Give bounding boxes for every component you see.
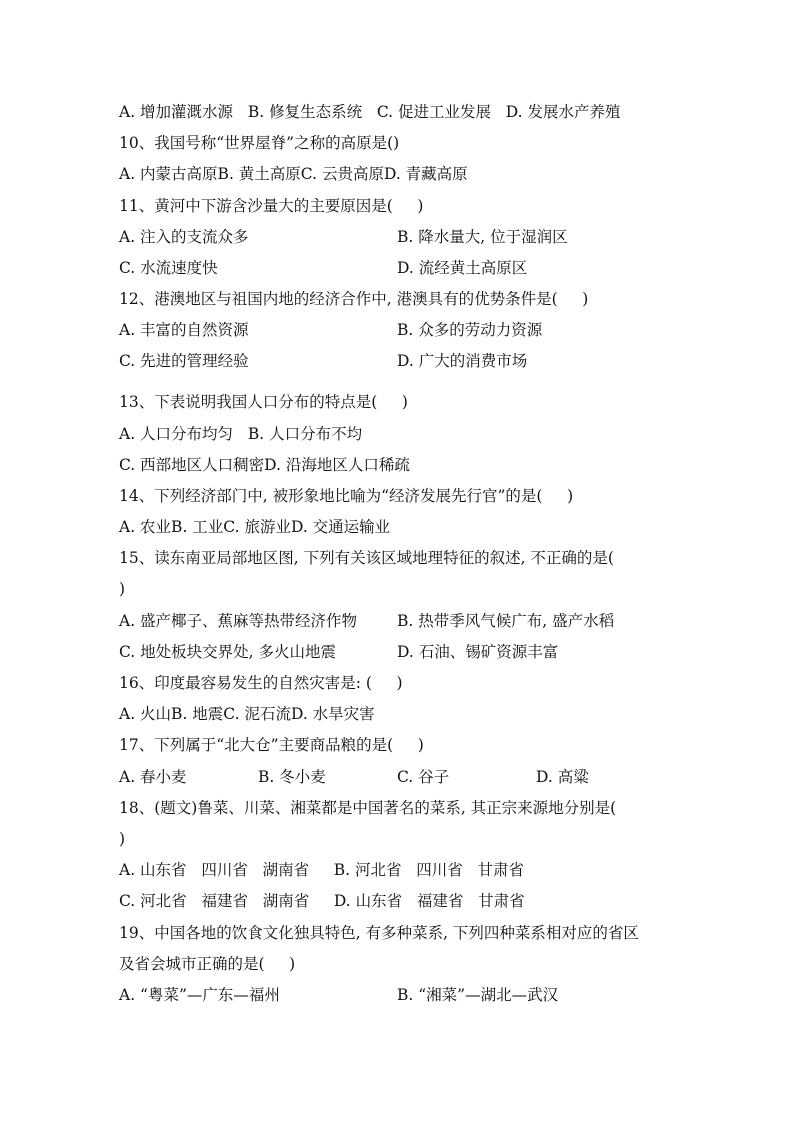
q14-stem: 14、下列经济部门中, 被形象地比喻为“经济发展先行官”的是( ) bbox=[119, 487, 574, 505]
q11-option-b: B. 降水量大, 位于湿润区 bbox=[397, 228, 568, 246]
q17-option-c: C. 谷子 bbox=[397, 768, 450, 786]
q18-stem-cont: ) bbox=[119, 830, 126, 848]
q13-stem: 13、下表说明我国人口分布的特点是( ) bbox=[119, 393, 408, 411]
q19-option-a: A. “粤菜”—广东—福州 bbox=[119, 986, 280, 1004]
q18-options-cd: C. 河北省 福建省 湖南省 D. 山东省 福建省 甘肃省 bbox=[119, 892, 525, 910]
q19-option-b: B. “湘菜”—湖北—武汉 bbox=[397, 986, 559, 1004]
q13-options-ab: A. 人口分布均匀 B. 人口分布不均 bbox=[119, 425, 363, 443]
q15-option-d: D. 石油、锡矿资源丰富 bbox=[397, 643, 559, 661]
q14-options: A. 农业B. 工业C. 旅游业D. 交通运输业 bbox=[119, 518, 391, 536]
q15-stem: 15、读东南亚局部地区图, 下列有关该区域地理特征的叙述, 不正确的是( bbox=[119, 549, 614, 567]
q16-stem: 16、印度最容易发生的自然灾害是: ( ) bbox=[119, 674, 403, 692]
q18-options-ab: A. 山东省 四川省 湖南省 B. 河北省 四川省 甘肃省 bbox=[119, 861, 525, 879]
q15-option-b: B. 热带季风气候广布, 盛产水稻 bbox=[397, 612, 615, 630]
q16-options: A. 火山B. 地震C. 泥石流D. 水旱灾害 bbox=[119, 705, 375, 723]
q9-options: A. 增加灌溉水源 B. 修复生态系统 C. 促进工业发展 D. 发展水产养殖 bbox=[119, 103, 621, 121]
q15-option-a: A. 盛产椰子、蕉麻等热带经济作物 bbox=[119, 612, 358, 630]
q11-option-a: A. 注入的支流众多 bbox=[119, 228, 249, 246]
q13-options-cd: C. 西部地区人口稠密D. 沿海地区人口稀疏 bbox=[119, 456, 410, 474]
q19-stem-cont: 及省会城市正确的是( ) bbox=[119, 955, 296, 973]
q17-stem: 17、下列属于“北大仓”主要商品粮的是( ) bbox=[119, 736, 424, 754]
q11-option-d: D. 流经黄土高原区 bbox=[397, 259, 528, 277]
q12-option-a: A. 丰富的自然资源 bbox=[119, 321, 249, 339]
q11-stem: 11、黄河中下游含沙量大的主要原因是( ) bbox=[119, 197, 424, 215]
q17-option-a: A. 春小麦 bbox=[119, 768, 187, 786]
q19-stem: 19、中国各地的饮食文化独具特色, 有多种菜系, 下列四种菜系相对应的省区 bbox=[119, 924, 639, 942]
q12-stem: 12、港澳地区与祖国内地的经济合作中, 港澳具有的优势条件是( ) bbox=[119, 290, 589, 308]
q17-option-b: B. 冬小麦 bbox=[258, 768, 326, 786]
q17-option-d: D. 高粱 bbox=[536, 768, 589, 786]
q15-option-c: C. 地处板块交界处, 多火山地震 bbox=[119, 643, 337, 661]
q18-stem: 18、(题文)鲁菜、川菜、湘菜都是中国著名的菜系, 其正宗来源地分别是( bbox=[119, 799, 617, 817]
q10-stem: 10、我国号称“世界屋脊”之称的高原是() bbox=[119, 134, 400, 152]
q11-option-c: C. 水流速度快 bbox=[119, 259, 218, 277]
q15-stem-cont: ) bbox=[119, 580, 126, 598]
q12-option-c: C. 先进的管理经验 bbox=[119, 352, 249, 370]
q12-option-d: D. 广大的消费市场 bbox=[397, 352, 528, 370]
q10-options: A. 内蒙古高原B. 黄土高原C. 云贵高原D. 青藏高原 bbox=[119, 165, 468, 183]
q12-option-b: B. 众多的劳动力资源 bbox=[397, 321, 543, 339]
